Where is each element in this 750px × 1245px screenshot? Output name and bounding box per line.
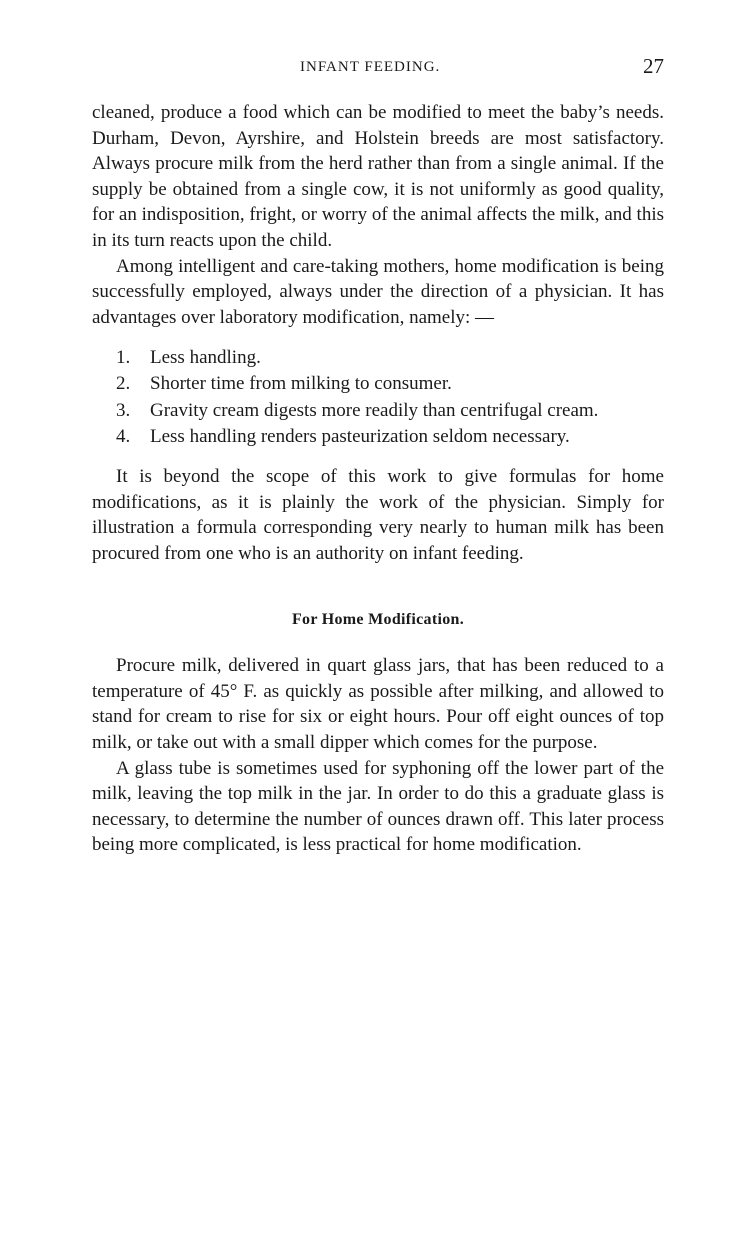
- page-body: [92, 100, 664, 858]
- list-item: [92, 371, 664, 397]
- list-item-number: 1.: [116, 347, 131, 369]
- list-item-text: Less handling renders pasteurization seldom necessary.: [150, 425, 570, 447]
- list-item-number: 4.: [116, 425, 131, 447]
- list-item-number: 3.: [116, 399, 131, 421]
- list-item-text: Gravity cream digests more readily than centrifugal cream.: [150, 399, 599, 421]
- paragraph-formulas: It is beyond the scope of this work to give formulas for home modifications, as it is plainly the work of the physician. Simply for illustration a formula corresponding very nearly to human milk has been procured from one who is an authority on infant feeding.: [92, 466, 664, 564]
- list-item-text: Shorter time from milking to consumer.: [150, 373, 452, 395]
- list-item-number: 2.: [116, 373, 131, 395]
- list-item: [92, 345, 664, 371]
- advantages-list: [92, 345, 664, 449]
- running-header: [92, 56, 664, 80]
- paragraph-breeds: cleaned, produce a food which can be modified to meet the baby’s needs. Durham, Devon, Ayrshire, and Holstein breeds are most satisfactory. Always procure milk from the herd rather than from a single animal. If the supply be obtained from a single cow, it is not uniformly as good quality, for an indisposition, fright, or worry of the animal affects the milk, and this in its turn reacts upon the child.: [92, 102, 664, 251]
- running-title: INFANT FEEDING.: [300, 59, 441, 75]
- paragraph-procure-milk: Procure milk, delivered in quart glass jars, that has been reduced to a temperature of 45° F. as quickly as possible after milking, and allowed to stand for cream to rise for six or eight hours. Pour off eight ounces of top milk, or take out with a small dipper which comes for the purpose.: [92, 655, 664, 753]
- section-heading: For Home Modification.: [291, 610, 465, 628]
- list-item: [92, 398, 664, 424]
- list-item: [92, 424, 664, 450]
- paragraph-glass-tube: A glass tube is sometimes used for syphoning off the lower part of the milk, leaving the top milk in the jar. In order to do this a graduate glass is necessary, to determine the number of ounces drawn off. This later process being more complicated, is less practical for home modification.: [92, 757, 664, 856]
- page-number: 27: [643, 54, 664, 78]
- list-item-text: Less handling.: [150, 347, 261, 369]
- paragraph-home-modification: Among intelligent and care-taking mothers, home modification is being successfully employed, always under the direction of a physician. It has advantages over laboratory modification, namely: —: [92, 255, 664, 328]
